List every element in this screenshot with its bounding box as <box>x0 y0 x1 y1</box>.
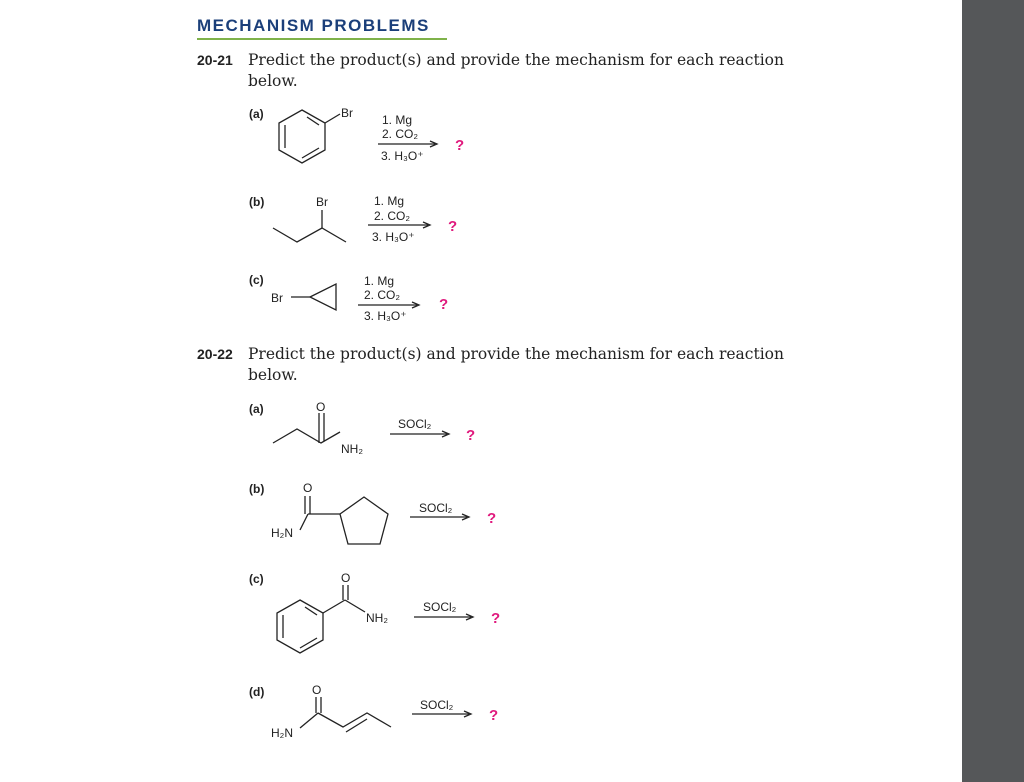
part-label-20-22-b: (b) <box>249 482 265 496</box>
reagent-step1-b: 1. Mg <box>374 194 405 208</box>
atom-o-22d: O <box>312 683 322 697</box>
problem-number-20-21: 20-21 <box>197 52 233 68</box>
reagent-22d: SOCl₂ <box>420 698 454 712</box>
problem-number-20-22: 20-22 <box>197 346 233 362</box>
reagent-22b: SOCl₂ <box>419 501 453 515</box>
part-label-20-22-d: (d) <box>249 685 265 699</box>
bromobenzene-structure <box>279 110 340 163</box>
reagent-step1-a: 1. Mg <box>382 113 413 127</box>
cyclopentanecarboxamide-structure <box>300 496 388 544</box>
part-label-20-22-a: (a) <box>249 402 264 416</box>
pentenamide-structure <box>300 697 391 732</box>
unknown-product-22c: ? <box>491 610 501 627</box>
amine-22d: H₂N <box>271 726 293 740</box>
bromobutane-structure <box>273 210 346 242</box>
amine-22a: NH₂ <box>341 442 363 456</box>
reagent-step2-a: 2. CO₂ <box>382 127 418 141</box>
benzylamide-structure <box>277 585 365 653</box>
unknown-product-22b: ? <box>487 510 497 527</box>
atom-br-b: Br <box>316 195 328 209</box>
atom-br-c: Br <box>271 291 283 305</box>
amine-22c: NH₂ <box>366 611 388 625</box>
unknown-product-b: ? <box>448 218 458 235</box>
amine-22b: H₂N <box>271 526 293 540</box>
unknown-product-c: ? <box>439 296 449 313</box>
reagent-step3-a: 3. H₃O⁺ <box>381 149 424 163</box>
reagent-22a: SOCl₂ <box>398 417 432 431</box>
part-label-20-21-a: (a) <box>249 107 264 121</box>
unknown-product-22a: ? <box>466 427 476 444</box>
part-label-20-21-b: (b) <box>249 195 265 209</box>
butanamide-structure <box>273 413 340 443</box>
reagent-step2-b: 2. CO₂ <box>374 209 410 223</box>
reagent-step3-b: 3. H₃O⁺ <box>372 230 415 244</box>
reagent-step3-c: 3. H₃O⁺ <box>364 309 407 323</box>
section-heading: MECHANISM PROBLEMS <box>197 16 430 35</box>
unknown-product-a: ? <box>455 137 465 154</box>
reagent-step1-c: 1. Mg <box>364 274 395 288</box>
unknown-product-22d: ? <box>489 707 499 724</box>
bromocyclopropane-structure <box>291 284 336 310</box>
atom-o-22b: O <box>303 481 313 495</box>
atom-o-22a: O <box>316 400 326 414</box>
reagent-step2-c: 2. CO₂ <box>364 288 400 302</box>
problem-text-20-22: Predict the product(s) and provide the mechanism for each reaction below. <box>248 345 784 384</box>
atom-o-22c: O <box>341 571 351 585</box>
part-label-20-21-c: (c) <box>249 273 264 287</box>
reagent-22c: SOCl₂ <box>423 600 457 614</box>
part-label-20-22-c: (c) <box>249 572 264 586</box>
atom-br-a: Br <box>341 106 353 120</box>
problem-text-20-21: Predict the product(s) and provide the mechanism for each reaction below. <box>248 51 784 90</box>
viewer-side-panel <box>962 0 1024 782</box>
